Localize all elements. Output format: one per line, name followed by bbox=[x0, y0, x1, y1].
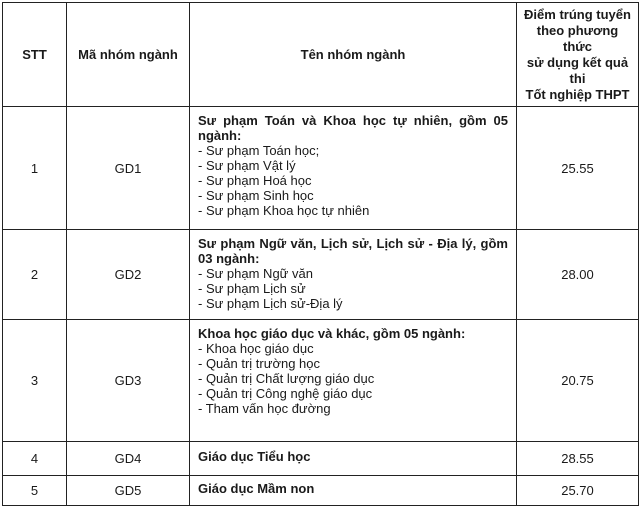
cell-score: 25.70 bbox=[517, 476, 639, 506]
cell-code: GD1 bbox=[67, 107, 190, 230]
cell-stt: 4 bbox=[3, 442, 67, 476]
list-item: - Tham vấn học đường bbox=[198, 401, 331, 416]
header-code: Mã nhóm ngành bbox=[67, 3, 190, 107]
cell-score: 28.00 bbox=[517, 230, 639, 320]
cell-code: GD2 bbox=[67, 230, 190, 320]
header-score bbox=[517, 3, 639, 107]
cell-code: GD4 bbox=[67, 442, 190, 476]
list-item: - Sư phạm Vật lý bbox=[198, 158, 296, 173]
cell-stt: 5 bbox=[3, 476, 67, 506]
table-row bbox=[3, 320, 639, 442]
list-item: - Sư phạm Ngữ văn bbox=[198, 266, 313, 281]
table-row bbox=[3, 476, 639, 506]
header-row bbox=[3, 3, 639, 107]
cell-stt: 1 bbox=[3, 107, 67, 230]
header-score-line: Điểm trúng tuyển bbox=[524, 6, 631, 22]
cell-name bbox=[190, 230, 517, 320]
admission-score-table bbox=[2, 2, 639, 506]
list-item: - Quản trị Chất lượng giáo dục bbox=[198, 371, 375, 386]
header-score-line: thi bbox=[569, 70, 586, 86]
cell-score: 20.75 bbox=[517, 320, 639, 442]
header-stt: STT bbox=[3, 3, 67, 107]
cell-code: GD5 bbox=[67, 476, 190, 506]
cell-stt: 3 bbox=[3, 320, 67, 442]
cell-stt: 2 bbox=[3, 230, 67, 320]
list-item: - Sư phạm Hoá học bbox=[198, 173, 312, 188]
list-item: - Sư phạm Lịch sử-Địa lý bbox=[198, 296, 343, 311]
list-item: - Sư phạm Sinh học bbox=[198, 188, 314, 203]
header-name: Tên nhóm ngành bbox=[190, 3, 517, 107]
list-item: - Quản trị Công nghệ giáo dục bbox=[198, 386, 373, 401]
group-title: Khoa học giáo dục và khác, gồm 05 ngành: bbox=[198, 326, 466, 341]
table-row bbox=[3, 107, 639, 230]
list-item: - Sư phạm Toán học; bbox=[198, 143, 320, 158]
header-score-line: theo phương bbox=[536, 22, 619, 38]
list-item: - Sư phạm Lịch sử bbox=[198, 281, 306, 296]
header-score-line: sử dụng kết quả bbox=[526, 54, 629, 70]
group-title: Sư phạm Ngữ văn, Lịch sử, Lịch sử - Địa lý, gồm 03 ngành: bbox=[198, 236, 508, 266]
cell-name bbox=[190, 107, 517, 230]
header-score-line: Tốt nghiệp THPT bbox=[525, 86, 630, 102]
cell-score: 25.55 bbox=[517, 107, 639, 230]
header-score-line: thức bbox=[563, 38, 592, 54]
cell-name: Giáo dục Tiểu học bbox=[190, 442, 517, 476]
table-row bbox=[3, 230, 639, 320]
list-item: - Quản trị trường học bbox=[198, 356, 320, 371]
cell-name: Giáo dục Mầm non bbox=[190, 476, 517, 506]
cell-code: GD3 bbox=[67, 320, 190, 442]
list-item: - Khoa học giáo dục bbox=[198, 341, 314, 356]
group-title: Sư phạm Toán và Khoa học tự nhiên, gồm 05 ngành: bbox=[198, 113, 508, 143]
table-row bbox=[3, 442, 639, 476]
cell-name bbox=[190, 320, 517, 442]
cell-score: 28.55 bbox=[517, 442, 639, 476]
list-item: - Sư phạm Khoa học tự nhiên bbox=[198, 203, 370, 218]
